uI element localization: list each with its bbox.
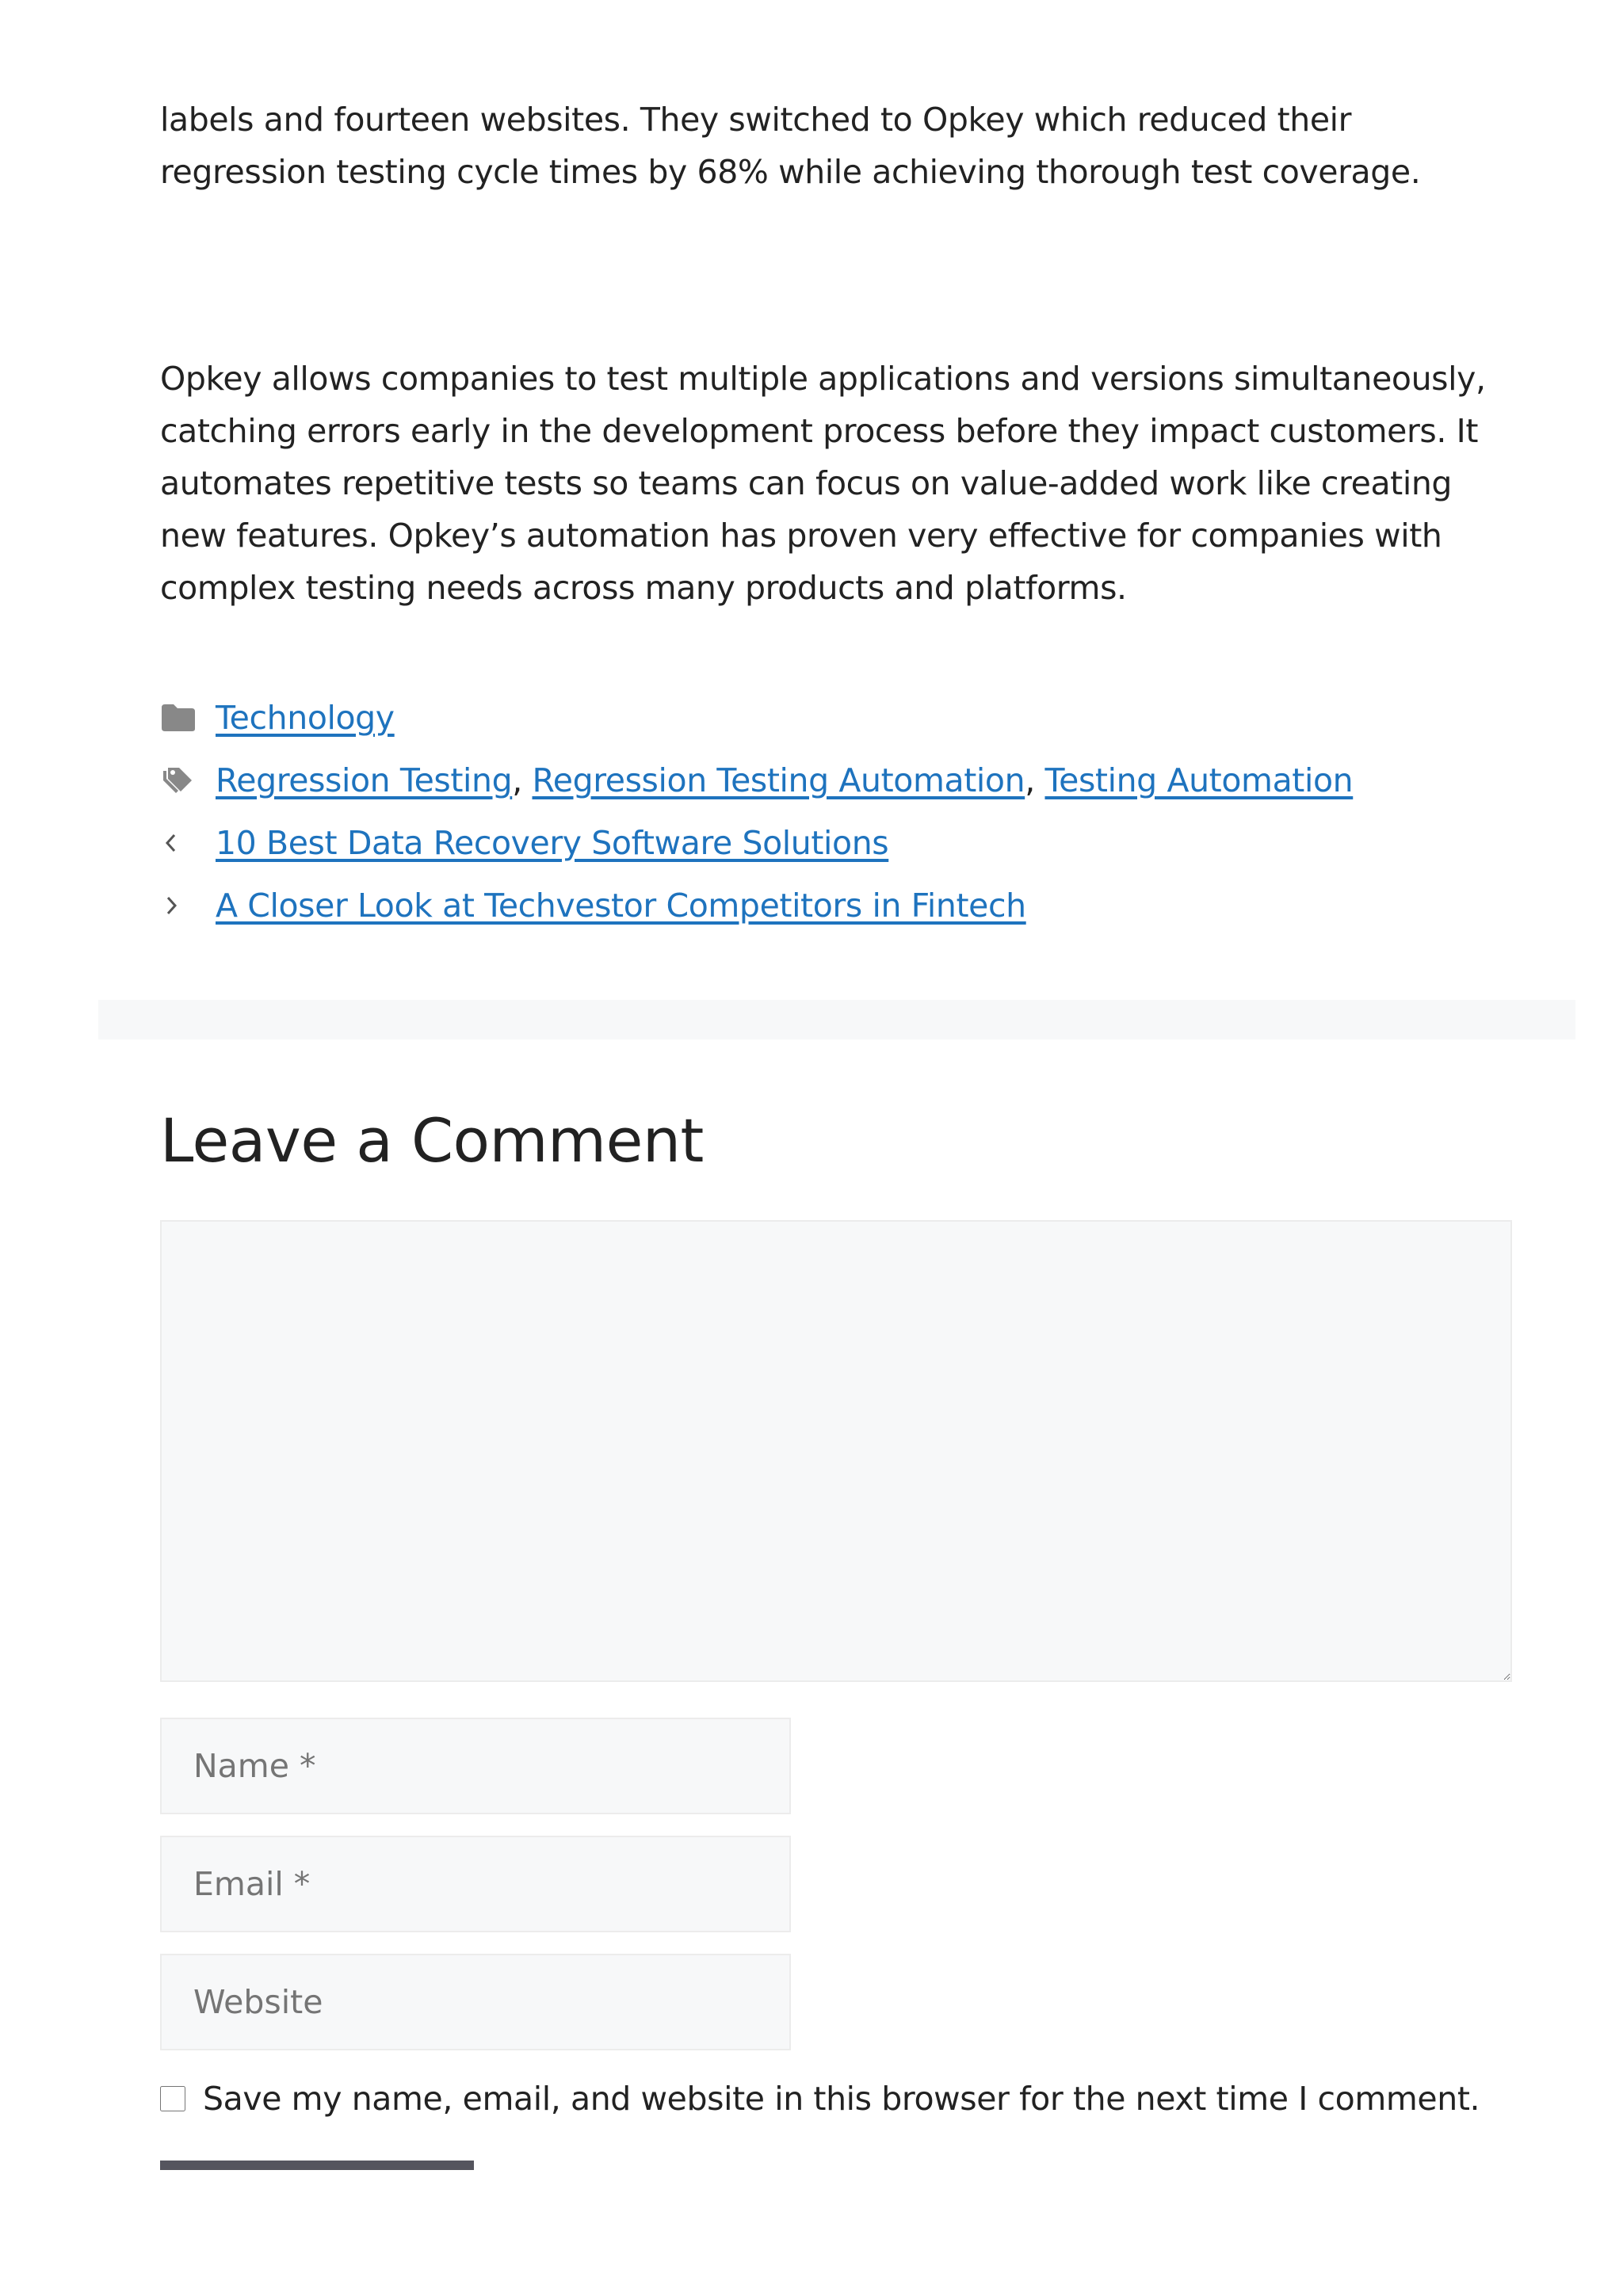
folder-icon (160, 703, 216, 733)
comment-form-title: Leave a Comment (160, 1105, 704, 1176)
tag-link[interactable]: Regression Testing (216, 761, 513, 799)
section-divider (98, 1000, 1575, 1039)
submit-button[interactable] (160, 2161, 474, 2170)
next-post-row (160, 879, 1507, 932)
chevron-left-icon (160, 830, 216, 856)
consent-row (160, 2073, 1512, 2125)
tag-link[interactable]: Regression Testing Automation (532, 761, 1025, 799)
consent-label: Save my name, email, and website in this browser for the next time I comment. (203, 2080, 1480, 2118)
name-input[interactable] (160, 1718, 791, 1814)
next-post-link[interactable]: A Closer Look at Techvestor Competitors in Fintech (216, 887, 1026, 925)
category-link[interactable]: Technology (216, 699, 395, 737)
prev-post-row (160, 817, 1507, 869)
tag-link[interactable]: Testing Automation (1044, 761, 1354, 799)
comment-form (160, 1101, 1512, 2170)
website-input[interactable] (160, 1954, 791, 2050)
tags-icon (160, 765, 216, 796)
article-content (160, 93, 1507, 942)
article-paragraph: labels and fourteen websites. They switched to Opkey which reduced their regression testing cycle times by 68% while achieving thorough test coverage. (160, 101, 1421, 191)
consent-checkbox[interactable] (160, 2086, 185, 2111)
comment-textarea[interactable] (160, 1220, 1512, 1682)
article-paragraph: Opkey allows companies to test multiple applications and versions simultaneously, catching errors early in the development process before they impact customers. It automates repetitive tests so teams can focus on value-added work like creating new features. Opkey’s automation has proven very effective for companies with complex testing needs across many products and platforms. (160, 360, 1486, 607)
tag-separator: , (1025, 761, 1035, 799)
post-meta (160, 692, 1507, 932)
tag-separator: , (512, 761, 522, 799)
prev-post-link[interactable]: 10 Best Data Recovery Software Solutions (216, 824, 889, 862)
tags-row (160, 754, 1507, 807)
email-input[interactable] (160, 1836, 791, 1932)
category-row (160, 692, 1507, 744)
chevron-right-icon (160, 893, 216, 918)
